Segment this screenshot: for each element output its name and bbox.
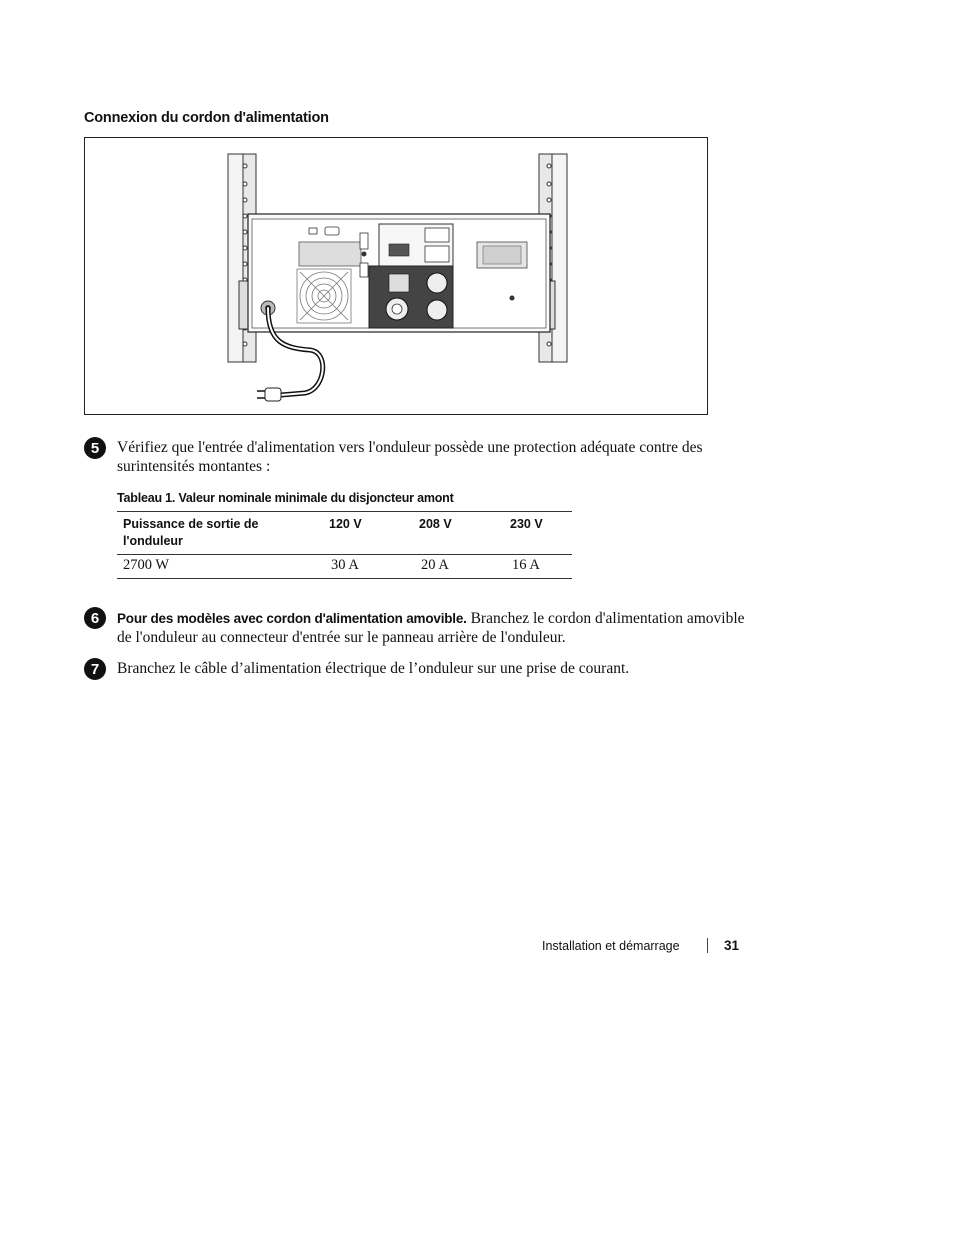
table-header-230v: 230 V <box>510 517 543 531</box>
step-5-badge: 5 <box>84 437 106 459</box>
ups-rear-panel-figure <box>84 137 708 415</box>
table-top-rule <box>117 511 572 512</box>
step-7-text: Branchez le câble d’alimentation électrique de l’onduleur sur une prise de courant. <box>117 660 630 677</box>
step-6-text <box>117 610 747 647</box>
table-cell-230v: 16 A <box>512 557 540 573</box>
step-5-text: Vérifiez que l'entrée d'alimentation vers l'onduleur possède une protection adéquate contre des surintensités montantes : <box>117 439 703 475</box>
table-bottom-rule <box>117 578 572 579</box>
footer-section-label: Installation et démarrage <box>542 939 680 953</box>
step-6-body: Branchez le cordon d'alimentation amovible de l'onduleur au connecteur d'entrée sur le panneau arrière de l'onduleur. <box>117 610 745 646</box>
section-heading: Connexion du cordon d'alimentation <box>84 110 329 126</box>
table-cell-120v: 30 A <box>331 557 359 573</box>
table-caption: Tableau 1. Valeur nominale minimale du disjoncteur amont <box>117 491 454 505</box>
page-number: 31 <box>724 938 740 953</box>
table-header-output: Puissance de sortie de l'onduleur <box>123 517 259 548</box>
table-header-120v: 120 V <box>329 517 362 531</box>
table-header-rule <box>117 554 572 555</box>
step-7-badge: 7 <box>84 658 106 680</box>
table-cell-power: 2700 W <box>123 557 170 573</box>
table-cell-208v: 20 A <box>421 557 449 573</box>
fan-grille <box>297 269 351 323</box>
ups-chassis <box>248 214 550 332</box>
step-6-badge: 6 <box>84 607 106 629</box>
table-header-208v: 208 V <box>419 517 452 531</box>
ups-rear-panel-illustration <box>85 138 709 416</box>
step-6-lead: Pour des modèles avec cordon d'alimentation amovible. <box>117 611 467 626</box>
footer-separator <box>707 938 708 953</box>
